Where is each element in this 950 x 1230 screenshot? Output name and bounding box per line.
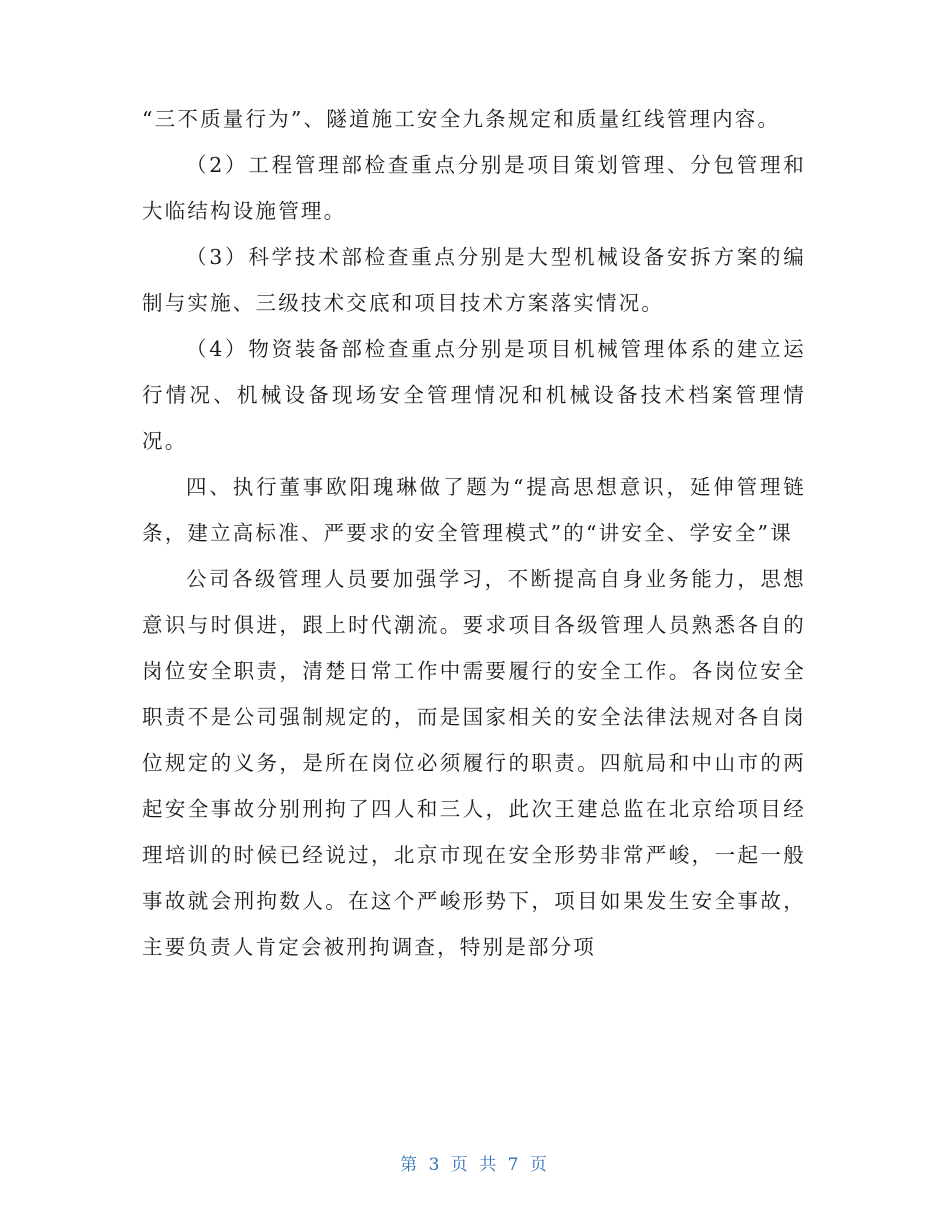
- page-number-footer: 第 3 页 共 7 页: [400, 1155, 550, 1175]
- section-heading-four: 四、执行董事欧阳瑰琳做了题为“提高思想意识，延伸管理链条，建立高标准、严要求的安全管理模式”的“讲安全、学安全”课: [142, 475, 806, 545]
- paragraph-item-4: （4）物资装备部检查重点分别是项目机械管理体系的建立运行情况、机械设备现场安全管理情况和机械设备技术档案管理情况。: [142, 337, 806, 453]
- document-body: [142, 96, 806, 970]
- paragraph-item-3: （3）科学技术部检查重点分别是大型机械设备安拆方案的编制与实施、三级技术交底和项目技术方案落实情况。: [142, 245, 806, 315]
- paragraph-continuation: “三不质量行为”、隧道施工安全九条规定和质量红线管理内容。: [142, 107, 781, 131]
- paragraph-item-2: （2）工程管理部检查重点分别是项目策划管理、分包管理和大临结构设施管理。: [142, 153, 806, 223]
- paragraph-body: 公司各级管理人员要加强学习，不断提高自身业务能力，思想意识与时俱进，跟上时代潮流。要求项目各级管理人员熟悉各自的岗位安全职责，清楚日常工作中需要履行的安全工作。各岗位安全职责不是公司强制规定的，而是国家相关的安全法律法规对各自岗位规定的义务，是所在岗位必须履行的职责。四航局和中山市的两起安全事故分别刑拘了四人和三人，此次王建总监在北京给项目经理培训的时候已经说过，北京市现在安全形势非常严峻，一起一般事故就会刑拘数人。在这个严峻形势下，项目如果发生安全事故，主要负责人肯定会被刑拘调查，特别是部分项: [142, 567, 806, 959]
